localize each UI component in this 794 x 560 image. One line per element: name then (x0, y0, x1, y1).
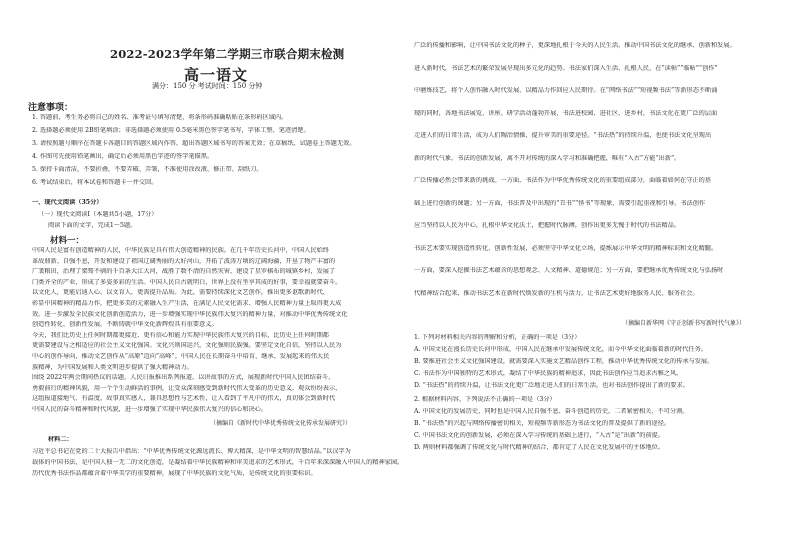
notice-item: 1. 答题前，考生务必将自己的姓名、准考证号填写清楚，将条形码准确粘贴在条形码区域内。 (32, 114, 288, 121)
option-line: C. 书法作为中国独特的艺术形式，凝结了中华民族的精神追求，因此书法创作应当追求古雅之风。 (414, 370, 683, 377)
notice-item: 3. 请按照题号顺序在答题卡各题目的答题区域内作答，超出答题区域书写的答案无效；在草稿纸、试题卷上答题无效。 (32, 140, 356, 147)
reading-instruction: 阅读下面的文字，完成1～5题。 (48, 222, 137, 229)
passage-line: 革故鼎新、自强不息，开发和建设了祖国辽阔秀丽的大好河山，开拓了波涛万顷的辽阔海疆，开垦了物产丰富的 (32, 257, 336, 265)
passage-line: 族精神，为中国发展和人类文明进步提供了强大精神动力。 (32, 363, 193, 371)
passage-line: 创造性转化、创新性发展，不断铸就中华文化新辉煌具有重要意义。 (32, 321, 218, 329)
passage-line: 走进人们的日常生活，成为人们陶冶情操、提升审美的重要途径。“书法热”的持续升温，也使书法文化呈现出 (414, 132, 712, 139)
passage-line: 中国人民是富有创造精神的人民，中华民族是具有伟大创造精神的民族。在几千年历史长河中，中国人民始终 (32, 247, 329, 254)
subsection-heading: （一）现代文阅读Ⅰ（本题共5小题，17分） (38, 211, 158, 218)
passage-line: 础上进行创新的课题；另一方面，书法普及中出现的“丑书”“怪书”等现象，需要引起重视和引导。书法创作 (414, 199, 706, 207)
option-line: D. 两则材料都强调了传统文化与时代精神的结合，都肯定了人民在文化发展中的主体地位。 (414, 444, 664, 451)
option-line: A. 中国文化的发展历史，同时也是中国人民自强不息、奋斗创造的历史，二者紧密相关、不可分割。 (414, 408, 689, 415)
passage-line: 勇毅前行的精神风貌，用一个个生动鲜活的事例，让受众深刻感受到新时代伟大变革的历史意义。观众纷纷表示， (32, 384, 342, 392)
passage-line: 更需要建设与之相适应的社会主义文化强国。文化兴则国运兴，文化强则民族强。要坚定文化自信，坚持以人民为 (32, 342, 342, 350)
passage-line: 现的同时，各地书法展览、讲座、研学活动蓬勃开展，书法进校园、进社区、进乡村，书法文化在更广泛的层面 (414, 109, 718, 117)
passage-line: 代精神结合起来，推动书法艺术在新时代焕发新的生机与活力，让书法艺术更好地服务人民、服务社会。 (414, 289, 699, 297)
passage-line: 习近平总书记在党的二十大报告中指出：“中华优秀传统文化源远流长、博大精深，是中华文明的智慧结晶。”以汉字为 (32, 448, 351, 455)
passage-line: 载体的中国书法，是中国人独一无二的文化创造，是凝结着中华民族精神和审美追求的艺术形式，千百年来深深融入中国人的精神家园。 (32, 459, 404, 466)
passage-line: 门类齐全的产业，形成了多姿多彩的生活。中国人民自古就明白，世界上没有坐享其成的好事，要幸福就要奋斗。 (32, 278, 342, 286)
exam-title: 2022-2023学年第二学期三市联合期末检测 (110, 47, 345, 61)
notice-item: 6. 考试结束后，将本试卷和答题卡一并交回。 (32, 179, 158, 186)
option-line: C. 中国书法文化的创新发展，必须在深入学习传统的基础上进行，“入古”是“出新”的前提。 (414, 432, 665, 439)
notice-item: 5. 保持卡面清洁，不要折叠，不要弄破、弄皱，不准使用涂改液、修正带、刮纸刀。 (32, 166, 263, 173)
notice-item: 4. 作图可先使用铅笔画出，确定后必须用黑色字迹的签字笔描黑。 (32, 153, 214, 160)
passage-line: 围绕 2022年两会期间热议的话题，人民日报推出系列报道，以讲故事的方式，展现新时代中国人民团结奋斗、 (32, 374, 335, 382)
subject-title: 高一语文 (184, 66, 249, 84)
passage-line: 效。进一步激发全民族文化创新创造活力，进一步增强实现中华民族伟大复兴的精神力量，对推动中华优秀传统文化 (32, 310, 348, 318)
passage-line: 这组报道接地气、有温度，故事真实感人，兼具思想性与艺术性，让人看到了平凡中的伟大，真切体会到新时代 (32, 395, 336, 403)
material1-source: （摘编自《新时代中华优秀传统文化传承发展研究》） (210, 420, 352, 427)
passage-line: 应当坚持以人民为中心，扎根中华文化沃土，把握时代脉搏，创作出更多无愧于时代的书法精品。 (414, 222, 681, 229)
passage-line: 广袤粮田，治理了桀骜不驯的千百条大江大河，战胜了数不清的自然灾害，建设了星罗棋布的城镇乡村，发展了 (32, 268, 336, 276)
passage-line: 中磨炼技艺，将个人创作融入时代发展，以精品力作回应人民期待。在“网络书法”“短视频书法”等新形态不断涌 (414, 87, 718, 94)
notice-heading: 注意事项： (28, 103, 74, 113)
material2-label: 材料二： (48, 436, 73, 443)
question-2: 2. 根据材料内容，下列说法不正确的一项是（3分） (414, 396, 556, 403)
passage-line: 中国人民的奋斗精神和时代风貌，进一步增强了实现中华民族伟大复兴的信心和决心。 (32, 406, 268, 413)
right-source: （摘编自新华网《守正创新书写新时代气象》） (622, 320, 746, 327)
exam-meta: 满分：150 分 考试时间：150 分钟 (152, 82, 263, 90)
passage-line: 新的时代气象。书法的创新发展，离不开对传统的深入学习和准确把握，唯有“入古”方能“出新”。 (414, 154, 681, 162)
notice-item: 2. 选择题必须使用 2B铅笔填涂；非选择题必须使用 0.5毫米黑色签字笔书写，字体工整、笔迹清楚。 (32, 127, 310, 134)
section-heading: 一、现代文阅读（35分） (32, 199, 103, 206)
passage-line: 书法艺术要实现创造性转化、创新性发展，必须坚守中华文化立场，提炼展示中华文明的精神标识和文化精髓。 (414, 244, 718, 252)
option-line: B. 要推进社会主义文化强国建设，就需要深入实施文艺精品创作工程，推动中华优秀传统文化的传承与发展。 (414, 358, 714, 365)
material1-label: 材料一： (50, 236, 85, 246)
passage-line: 广泛的传播和影响，让中国书法文化的种子，更深地扎根于今天的人民生活，推动中国书法文化的继承、创新和发展。 (414, 42, 736, 49)
passage-line: 广泛传播必然会带来新的挑战。一方面，书法作为中华优秀传统文化的重要组成部分，面临着如何在守正的基 (414, 177, 711, 184)
option-line: A. 中国文化在漫长历史长河中形成，中国人民在继承中发展传统文化，而今中华文化面临着新的时代任务。 (414, 346, 708, 353)
passage-line: 今天，我们比历史上任何时期都更接近、更有信心和能力实现中华民族伟大复兴的目标，比历史上任何时期都 (32, 331, 329, 339)
passage-line: 彰显中国精神的精品力作，把更多美的元素融入生产生活，在满足人民文化需求、增强人民精神力量上取得更大成 (32, 300, 342, 307)
passage-line: 进入新时代，书法艺术的繁荣发展呈现出多元化的趋势。书法家们深入生活、扎根人民，在“读帖”“临帖”“创作” (414, 64, 718, 72)
passage-line: 以文化人，更能启迪人心。以文育人，更需提升品质。为此，需要持续深化文艺创作，推出更多讴歌新时代、 (32, 289, 329, 297)
option-line: D. “书法热”的持续升温，让书法文化更广泛地走进人们的日常生活，也对书法创作提出了新的要求。 (414, 382, 689, 389)
passage-line: 中心的创作导向，推动文艺创作从“高原”迈向“高峰”。中国人民在长期奋斗中培育、继承、发展起来的伟大民 (32, 353, 330, 360)
passage-line: 历代优秀书法作品都蕴含着中华美学的重要精神，展现了中华民族的文化气质，是传统文化的重要标识。 (32, 470, 317, 477)
option-line: B. “书法热”的兴起与网络传播密切相关，短视频等新形态为书法文化的普及提供了新的途径。 (414, 420, 671, 427)
question-1: 1. 下列对材料相关内容的理解和分析，正确的一项是（3分） (414, 334, 581, 341)
passage-line: 一方面，要深入挖掘书法艺术蕴含的思想观念、人文精神、道德规范；另一方面，要把继承优秀传统文化与弘扬时 (414, 267, 724, 274)
